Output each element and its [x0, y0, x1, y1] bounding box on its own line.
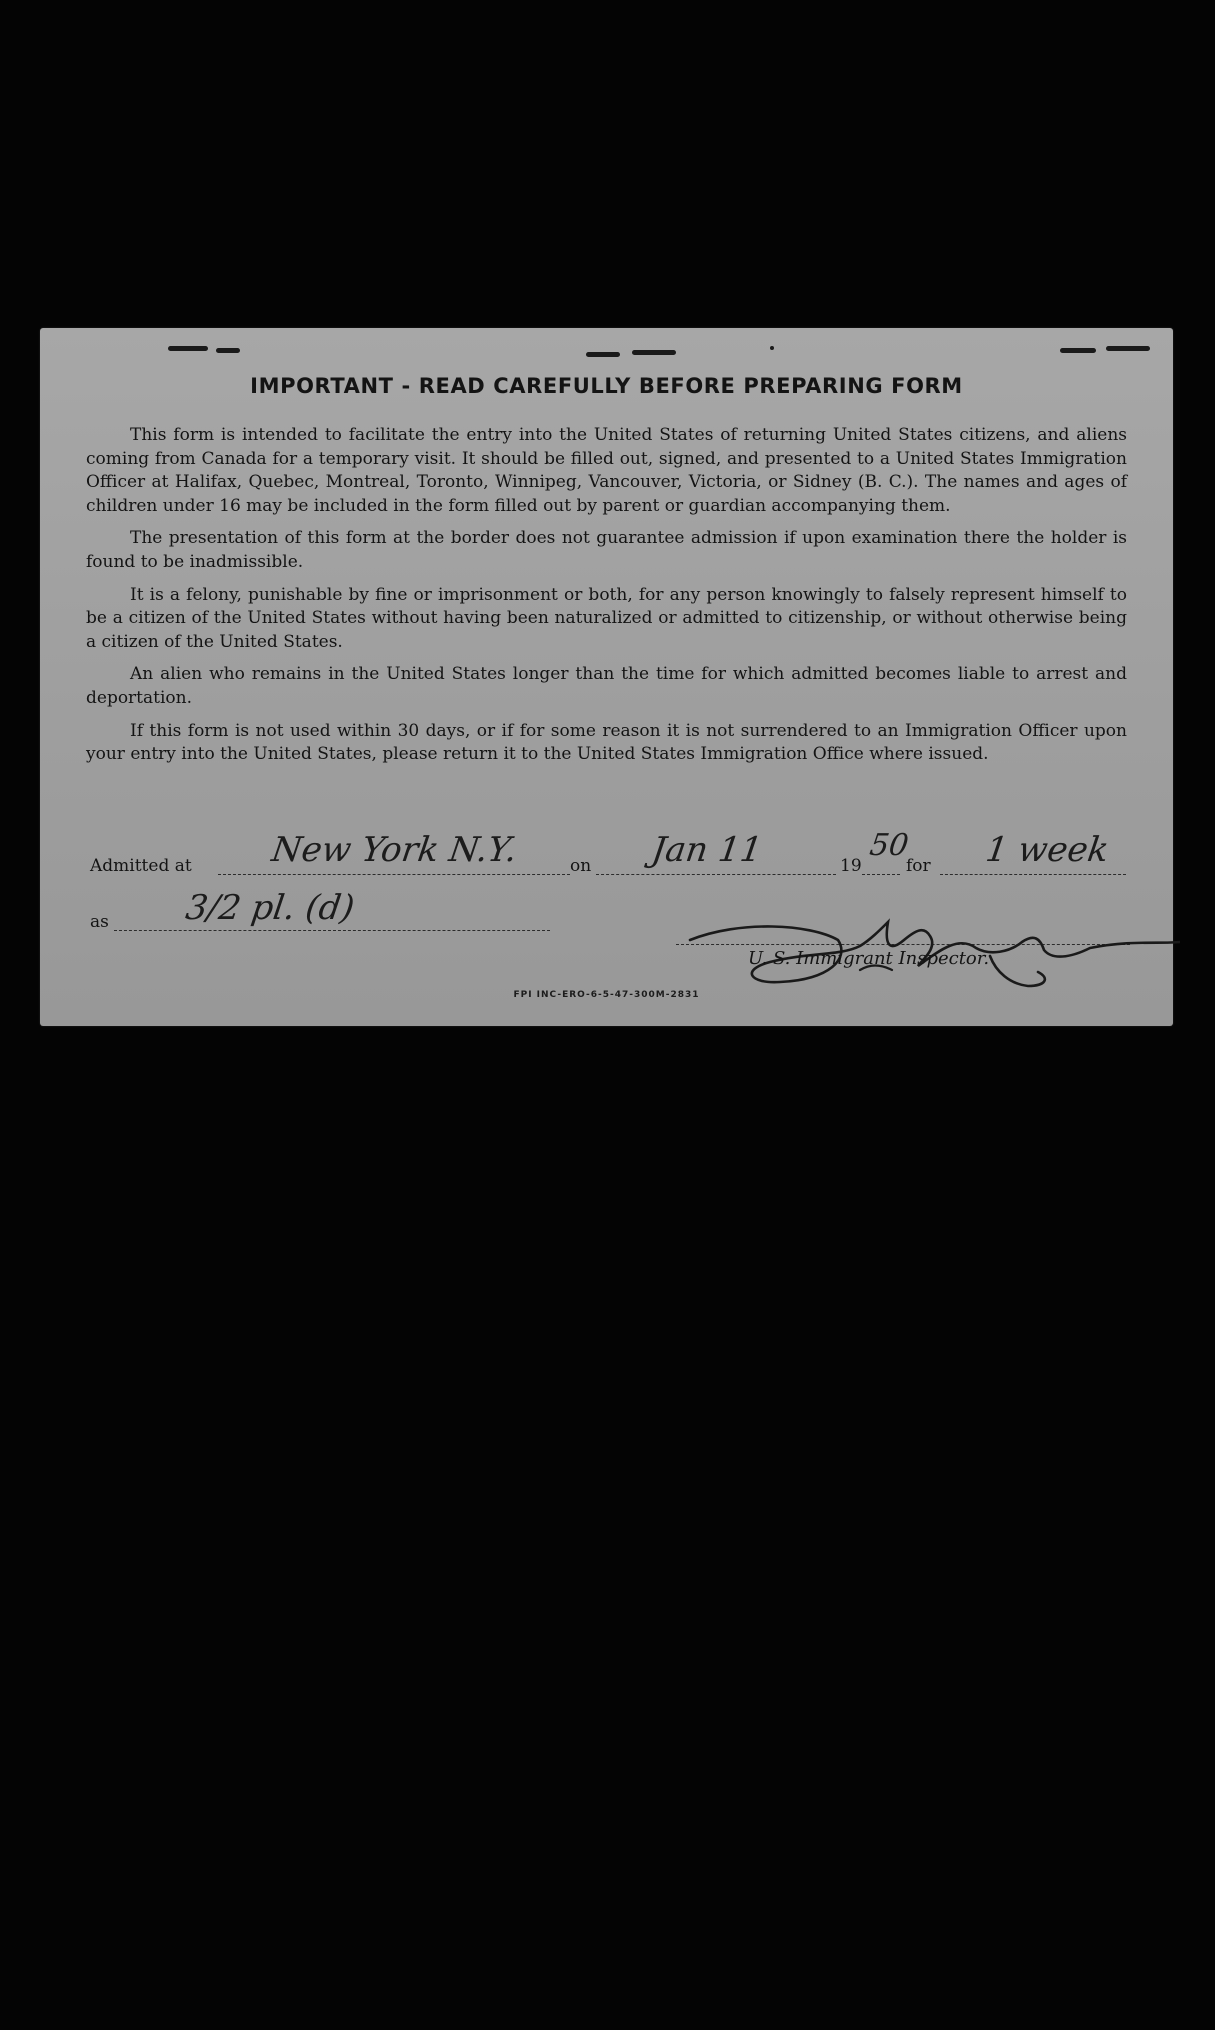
date-blank	[596, 874, 836, 875]
handwritten-place: New York N.Y.	[269, 830, 520, 870]
instruction-paragraph: The presentation of this form at the border does not guarantee admission if upon examination there the holder is found to be inadmissible.	[86, 528, 1127, 572]
year-blank	[862, 874, 900, 875]
print-code: FPI INC-ERO-6-5-47-300M-2831	[513, 990, 700, 1000]
handwritten-year: 50	[867, 828, 911, 863]
instruction-paragraph: An alien who remains in the United States longer than the time for which admitted becomes liable to arrest and deportation.	[86, 664, 1127, 708]
handwritten-duration: 1 week	[983, 830, 1112, 870]
on-label: on	[570, 856, 592, 876]
class-blank	[114, 930, 550, 931]
duration-blank	[940, 874, 1126, 875]
place-blank	[218, 874, 570, 875]
admitted-at-label: Admitted at	[90, 856, 192, 876]
for-label: for	[906, 856, 931, 876]
handwritten-date: Jan 11	[649, 830, 765, 870]
immigration-form-card	[40, 328, 1173, 1026]
instructions	[86, 424, 1127, 776]
instruction-paragraph: If this form is not used within 30 days, or if for some reason it is not surrendered to an Immigration Officer upon your entry into the United States, please return it to the United States Immigration Office where issued.	[86, 720, 1127, 765]
instruction-paragraph: This form is intended to facilitate the entry into the United States of returning United States citizens, and aliens coming from Canada for a temporary visit. It should be filled out, signed, and presented to a United States Immigration Officer at Halifax, Quebec, Montreal, Toronto, Winnipeg, Vancouver, Victoria, or Sidney (B. C.). The names and ages of children under 16 may be included in the form filled out by parent or guardian accompanying them.	[86, 425, 1127, 516]
year-prefix: 19	[840, 856, 862, 876]
form-heading: IMPORTANT - READ CAREFULLY BEFORE PREPARING FORM	[250, 374, 963, 398]
inspector-label: U. S. Immigrant Inspector.	[748, 948, 990, 969]
instruction-paragraph: It is a felony, punishable by fine or imprisonment or both, for any person knowingly to falsely represent himself to be a citizen of the United States without having been naturalized or admitted to citizenship, or without otherwise being a citizen of the United States.	[86, 584, 1127, 652]
handwritten-class: 3/2 pl. (d)	[183, 888, 357, 928]
as-label: as	[90, 912, 109, 932]
